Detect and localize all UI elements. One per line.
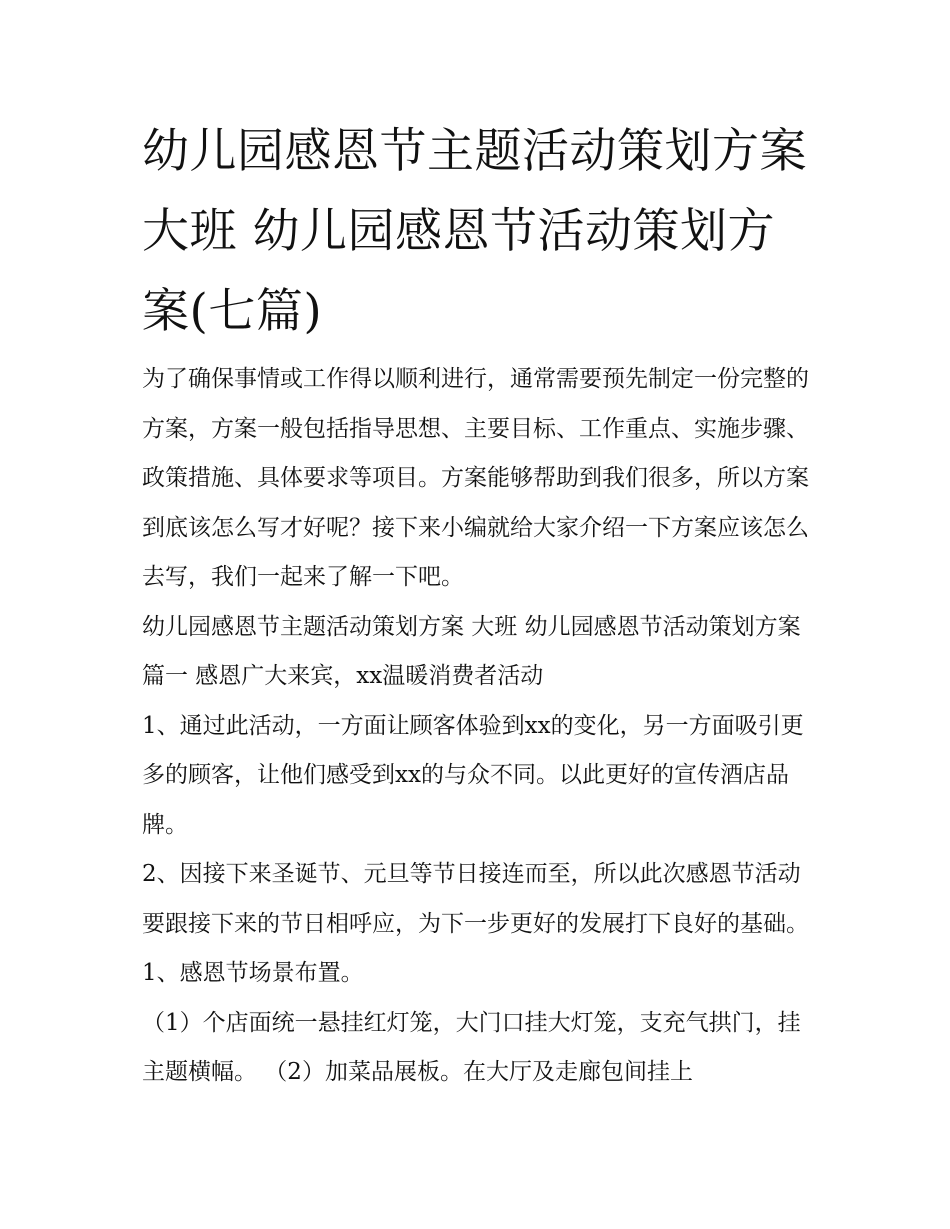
intro-paragraph: 为了确保事情或工作得以顺利进行，通常需要预先制定一份完整的方案，方案一般包括指导思想、主要目标、工作重点、实施步骤、政策措施、具体要求等项目。方案能够帮助到我们很多，所以方案到底该怎么写才好呢？接下来小编就给大家介绍一下方案应该怎么去写，我们一起来了解一下吧。 — [142, 366, 809, 590]
scene-layout-paragraph: （1）个店面统一悬挂红灯笼，大门口挂大灯笼，支充气拱门，挂主题横幅。 （2）加菜品展板。在大厅及走廊包间挂上 — [142, 1009, 801, 1085]
item-2-paragraph: 2、因接下来圣诞节、元旦等节日接连而至，所以此次感恩节活动要跟接下来的节日相呼应，为下一步更好的发展打下良好的基础。 1、感恩节场景布置。 — [142, 861, 809, 986]
section-heading-paragraph: 幼儿园感恩节主题活动策划方案 大班 幼儿园感恩节活动策划方案篇一 感恩广大来宾，xx温暖消费者活动 — [142, 613, 801, 689]
document-title: 幼儿园感恩节主题活动策划方案 大班 幼儿园感恩节活动策划方案(七篇) — [142, 124, 807, 339]
document-body — [142, 355, 822, 1098]
item-1-paragraph: 1、通过此活动，一方面让顾客体验到xx的变化，另一方面吸引更多的顾客，让他们感受到xx的与众不同。以此更好的宣传酒店品牌。 — [142, 712, 804, 838]
